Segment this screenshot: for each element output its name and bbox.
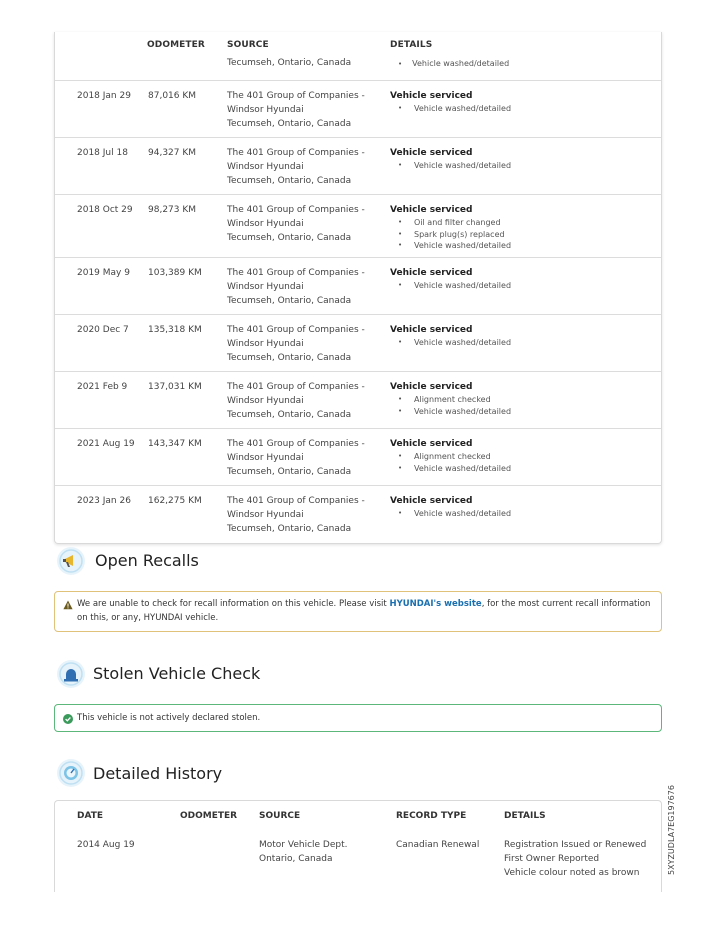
stolen-message: This vehicle is not actively declared stolen. xyxy=(77,713,261,723)
row-source: The 401 Group of Companies - Windsor Hyundai Tecumseh, Ontario, Canada xyxy=(227,268,365,306)
row-odometer: 94,327 KM xyxy=(148,148,197,158)
row-date: 2019 May 9 xyxy=(77,268,130,278)
row-details xyxy=(390,203,511,252)
partial-row-source: Tecumseh, Ontario, Canada xyxy=(227,58,352,68)
row-details xyxy=(390,146,511,172)
row-details xyxy=(390,89,511,115)
stolen-alert xyxy=(54,704,662,732)
row-details-title: Vehicle serviced xyxy=(390,205,473,215)
row-date: 2018 Jan 29 xyxy=(77,91,131,101)
table-row xyxy=(55,428,661,485)
stolen-check-title: Stolen Vehicle Check xyxy=(93,664,261,683)
detail-item: • Vehicle washed/detailed xyxy=(390,508,511,520)
open-recalls-title: Open Recalls xyxy=(95,551,199,570)
gauge-icon xyxy=(56,758,86,788)
row-date: 2021 Feb 9 xyxy=(77,382,128,392)
row-source: The 401 Group of Companies - Windsor Hyundai Tecumseh, Ontario, Canada xyxy=(227,205,365,243)
row-details-title: Vehicle serviced xyxy=(390,439,473,449)
row-odometer: 87,016 KM xyxy=(148,91,197,101)
details-header: DETAILS xyxy=(390,40,433,50)
detail-item: • Spark plug(s) replaced xyxy=(390,229,511,241)
warning-icon xyxy=(63,597,73,615)
record-type-header: RECORD TYPE xyxy=(396,811,467,821)
row-source: The 401 Group of Companies - Windsor Hyundai Tecumseh, Ontario, Canada xyxy=(227,382,365,420)
source-header: SOURCE xyxy=(259,811,301,821)
megaphone-icon xyxy=(56,546,86,576)
table-row xyxy=(55,257,661,314)
table-row xyxy=(55,314,661,371)
table-row xyxy=(55,137,661,194)
row-details-title: Vehicle serviced xyxy=(390,268,473,278)
detail-item: • Alignment checked xyxy=(390,394,511,406)
row-odometer: 162,275 KM xyxy=(148,496,202,506)
row-details-title: Vehicle serviced xyxy=(390,496,473,506)
row-details-title: Vehicle serviced xyxy=(390,148,473,158)
row-date: 2018 Oct 29 xyxy=(77,205,133,215)
row-details-title: Vehicle serviced xyxy=(390,382,473,392)
row-odometer: 137,031 KM xyxy=(148,382,202,392)
row-details xyxy=(390,323,511,349)
detail-item: • Vehicle washed/detailed xyxy=(390,160,511,172)
recall-message-end: , for the most current recall information on this, or any, HYUNDAI vehicle. xyxy=(77,599,651,623)
row-date: 2020 Dec 7 xyxy=(77,325,129,335)
detailed-history-title: Detailed History xyxy=(93,764,223,783)
detail-item: • Vehicle washed/detailed xyxy=(390,463,511,475)
detail-item: • Vehicle washed/detailed xyxy=(390,337,511,349)
row-source: The 401 Group of Companies - Windsor Hyundai Tecumseh, Ontario, Canada xyxy=(227,91,365,129)
partial-row-detail: • Vehicle washed/detailed xyxy=(398,59,510,68)
vin-label: 5XYZUDLA7EG197676 xyxy=(667,785,676,875)
recall-message-start: We are unable to check for recall information on this vehicle. Please visit xyxy=(77,599,390,609)
history-record-type: Canadian Renewal xyxy=(396,840,480,850)
history-date: 2014 Aug 19 xyxy=(77,840,135,850)
odometer-header: ODOMETER xyxy=(180,811,238,821)
detail-item: • Vehicle washed/detailed xyxy=(390,280,511,292)
hyundai-website-link[interactable]: HYUNDAI's website xyxy=(389,599,482,609)
table-row xyxy=(55,485,661,543)
table-row xyxy=(55,80,661,137)
row-date: 2023 Jan 26 xyxy=(77,496,131,506)
history-details: Registration Issued or Renewed First Owner Reported Vehicle colour noted as brown xyxy=(504,840,647,878)
detailed-history-table xyxy=(54,800,662,892)
date-header: DATE xyxy=(77,811,104,821)
row-odometer: 135,318 KM xyxy=(148,325,202,335)
row-source: The 401 Group of Companies - Windsor Hyundai Tecumseh, Ontario, Canada xyxy=(227,325,365,363)
odometer-header: ODOMETER xyxy=(147,40,205,50)
row-odometer: 103,389 KM xyxy=(148,268,202,278)
row-details-title: Vehicle serviced xyxy=(390,91,473,101)
detail-item: • Vehicle washed/detailed xyxy=(390,406,511,418)
siren-icon xyxy=(56,659,86,689)
row-date: 2021 Aug 19 xyxy=(77,439,135,449)
detail-item: • Oil and filter changed xyxy=(390,217,511,229)
source-header: SOURCE xyxy=(227,40,269,50)
row-odometer: 98,273 KM xyxy=(148,205,197,215)
details-header: DETAILS xyxy=(504,811,546,821)
service-records-table xyxy=(54,32,662,544)
row-source: The 401 Group of Companies - Windsor Hyundai Tecumseh, Ontario, Canada xyxy=(227,439,365,477)
row-details xyxy=(390,437,511,474)
detail-item: • Alignment checked xyxy=(390,451,511,463)
detail-item: • Vehicle washed/detailed xyxy=(390,103,511,115)
table-row xyxy=(55,371,661,428)
row-source: The 401 Group of Companies - Windsor Hyundai Tecumseh, Ontario, Canada xyxy=(227,148,365,186)
table-row xyxy=(55,194,661,257)
row-odometer: 143,347 KM xyxy=(148,439,202,449)
recall-alert xyxy=(54,591,662,632)
history-source: Motor Vehicle Dept. Ontario, Canada xyxy=(259,840,348,864)
row-details-title: Vehicle serviced xyxy=(390,325,473,335)
row-source: The 401 Group of Companies - Windsor Hyundai Tecumseh, Ontario, Canada xyxy=(227,496,365,534)
check-circle-icon xyxy=(63,711,73,729)
row-details xyxy=(390,266,511,292)
detail-item: • Vehicle washed/detailed xyxy=(390,240,511,252)
row-date: 2018 Jul 18 xyxy=(77,148,128,158)
row-details xyxy=(390,494,511,520)
row-details xyxy=(390,380,511,417)
